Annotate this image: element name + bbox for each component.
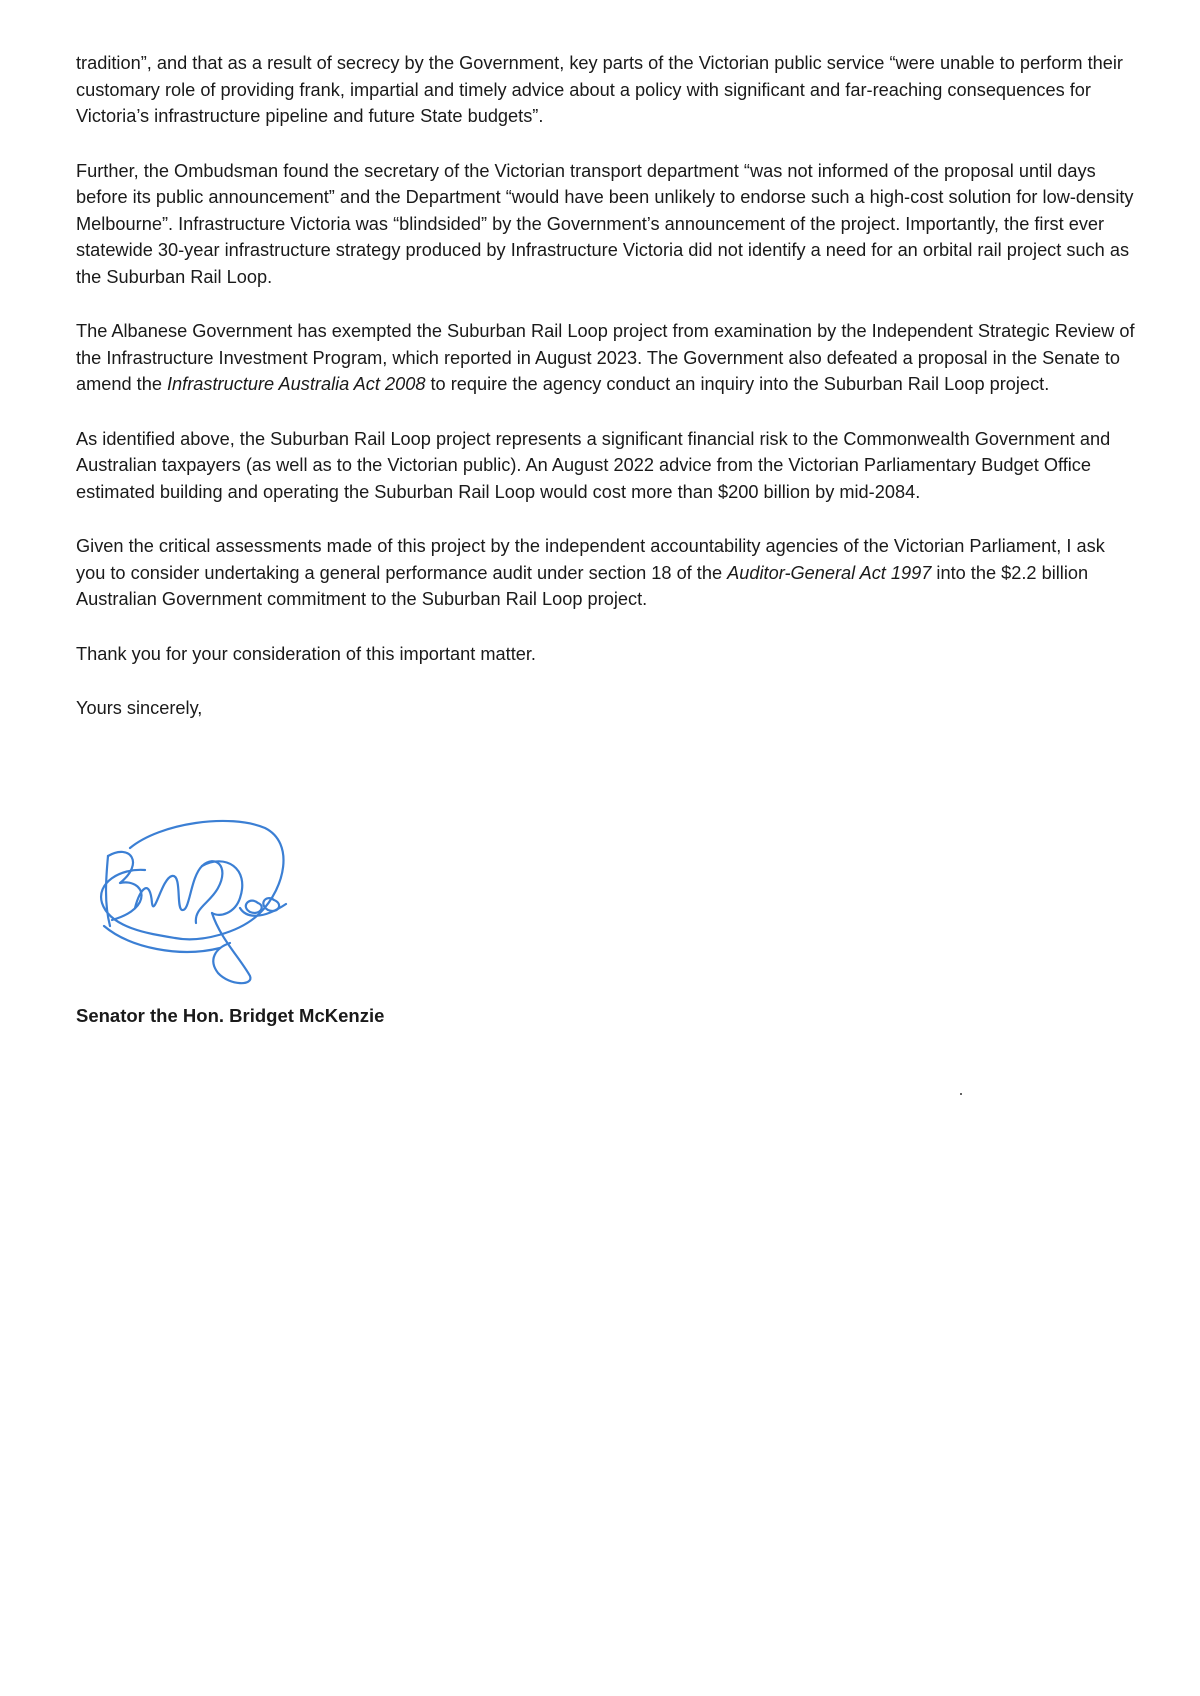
signature-icon <box>90 808 310 988</box>
text-run: to require the agency conduct an inquiry into the Suburban Rail Loop project. <box>425 374 1050 394</box>
text-run: into the $2.2 billion Australian Government commitment to the Suburban Rail Loop project. <box>76 562 1089 609</box>
paragraph-tradition: tradition”, and that as a result of secrecy by the Government, key parts of the Victorian public service “were unable to perform their customary role of providing frank, impartial and timely advice about a policy with significant and far-reaching consequences for Victoria’s infrastructure pipeline and future State budgets”. <box>76 53 1123 126</box>
paragraph-thanks: Thank you for your consideration of this important matter. <box>76 643 536 664</box>
text-run: The Albanese Government has exempted the Suburban Rail Loop project from examination by the Independent Strategic Review of the Infrastructure Investment Program, which reported in August 2023. The Government also defeated a proposal in the Senate to amend the <box>76 321 1135 394</box>
paragraph-albanese-exemption <box>76 318 1136 398</box>
signatory-name: Senator the Hon. Bridget McKenzie <box>76 1005 385 1026</box>
scan-speck <box>960 1093 962 1095</box>
text-run: Given the critical assessments made of this project by the independent accountability agencies of the Victorian Parliament, I ask you to consider undertaking a general performance audit under section 18 of the <box>76 536 1105 583</box>
paragraph-audit-request <box>76 533 1136 613</box>
letter-body <box>76 50 1136 750</box>
closing-salutation: Yours sincerely, <box>76 698 203 718</box>
paragraph-ombudsman-findings: Further, the Ombudsman found the secretary of the Victorian transport department “was not informed of the proposal until days before its public announcement” and the Department “would have been unlikely to endorse such a high-cost solution for low-density Melbourne”. Infrastructure Victoria was “blindsided” by the Government’s announcement of the project. Importantly, the first ever statewide 30-year infrastructure strategy produced by Infrastructure Victoria did not identify a need for an orbital rail project such as the Suburban Rail Loop. <box>76 160 1134 287</box>
act-title-auditor-general: Auditor-General Act 1997 <box>727 562 932 583</box>
paragraph-financial-risk: As identified above, the Suburban Rail Loop project represents a significant financial risk to the Commonwealth Government and Australian taxpayers (as well as to the Victorian public). An August 2022 advice from the Victorian Parliamentary Budget Office estimated building and operating the Suburban Rail Loop would cost more than $200 billion by mid-2084. <box>76 428 1111 502</box>
act-title-infrastructure-australia: Infrastructure Australia Act 2008 <box>167 374 426 394</box>
